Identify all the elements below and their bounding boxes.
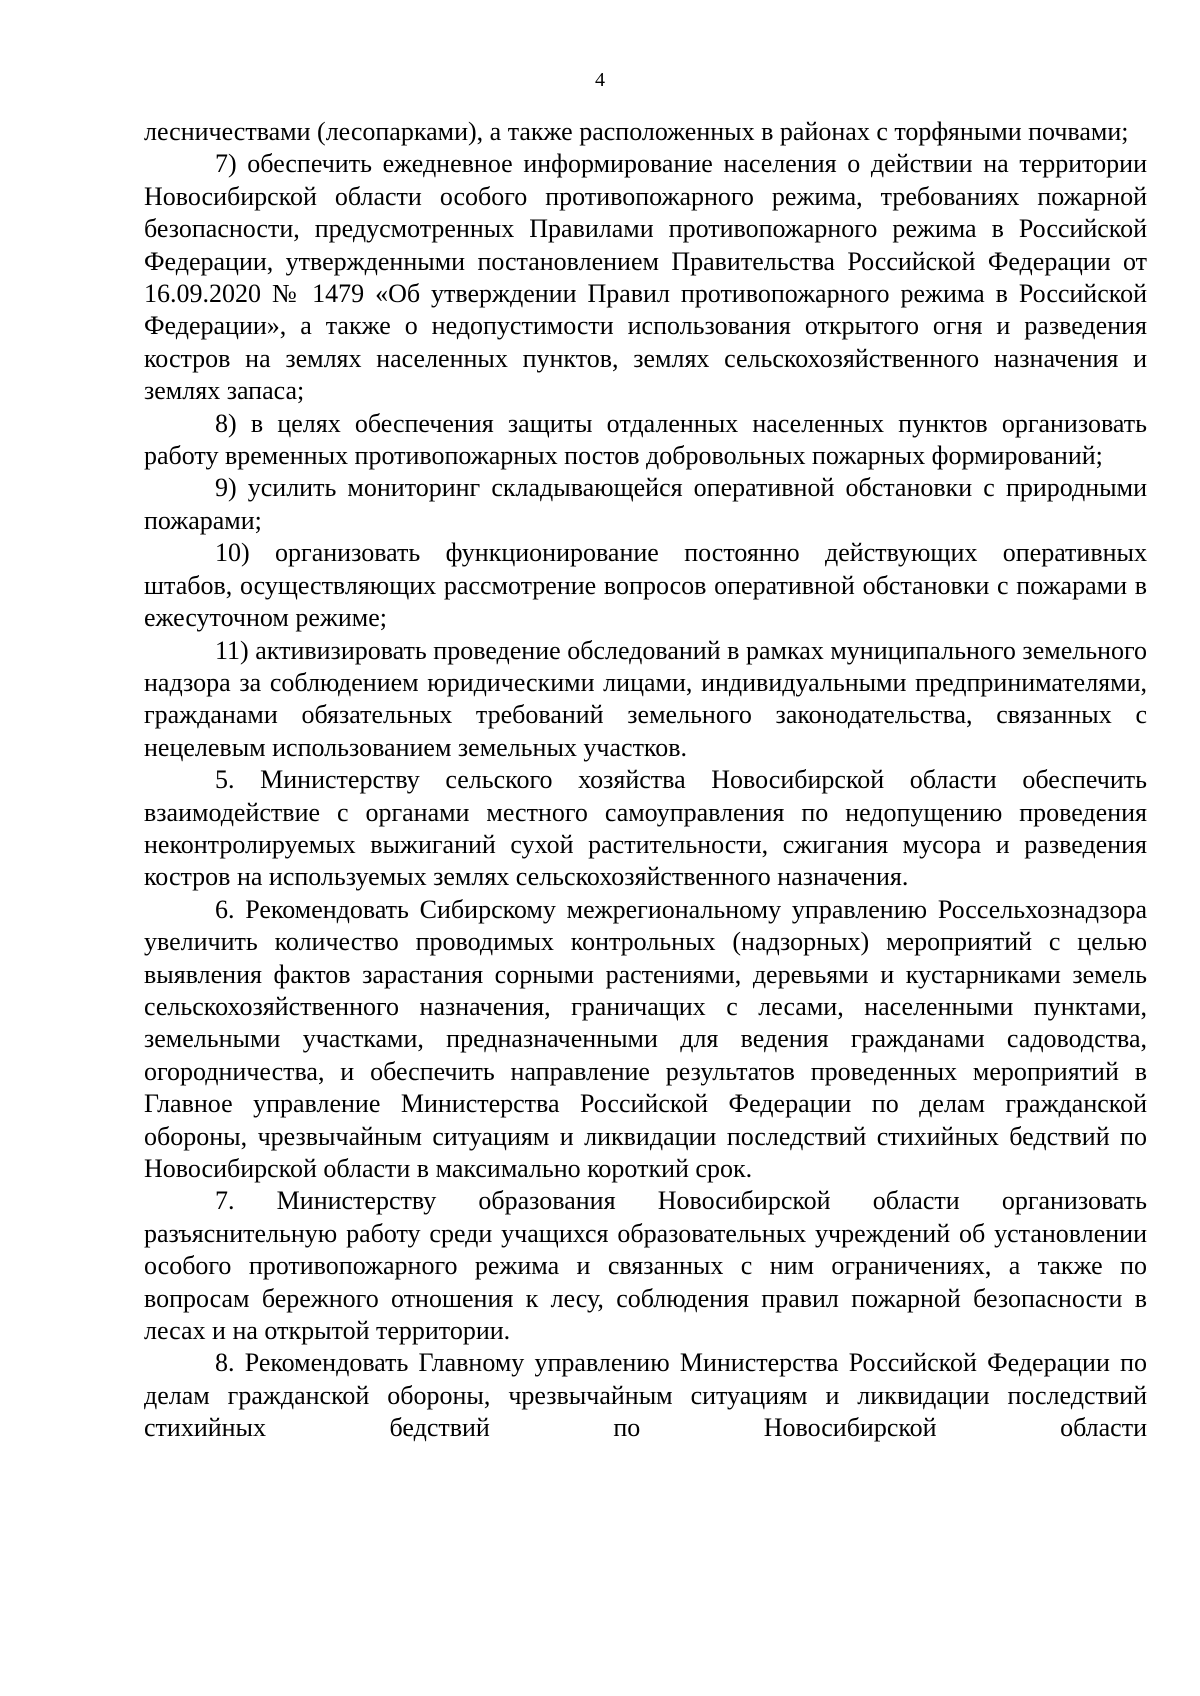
paragraph-section-8: 8. Рекомендовать Главному управлению Министерства Российской Федерации по делам гражданской обороны, чрезвычайным ситуациям и ликвидации последствий стихийных бедствий по Новосибирской области <box>144 1348 1147 1443</box>
paragraph-item-7: 7) обеспечить ежедневное информирование населения о действии на территории Новосибирской области особого противопожарного режима, требованиях пожарной безопасности, предусмотренных Правилами противопожарного режима в Российской Федерации, утвержденными постановлением Правительства Российской Федерации от 16.09.2020 № 1479 «Об утверждении Правил противопожарного режима в Российской Федерации», а также о недопустимости использования открытого огня и разведения костров на землях населенных пунктов, землях сельскохозяйственного назначения и землях запаса; <box>144 149 1147 406</box>
document-body <box>144 116 1147 1445</box>
paragraph-item-11: 11) активизировать проведение обследований в рамках муниципального земельного надзора за соблюдением юридическими лицами, индивидуальными предпринимателями, гражданами обязательных требований земельного законодательства, связанных с нецелевым использованием земельных участков. <box>144 635 1147 762</box>
paragraph-item-9: 9) усилить мониторинг складывающейся оперативной обстановки с природными пожарами; <box>144 473 1147 535</box>
paragraph-continuation: лесничествами (лесопарками), а также расположенных в районах с торфяными почвами; <box>144 117 1129 146</box>
paragraph-section-5: 5. Министерству сельского хозяйства Новосибирской области обеспечить взаимодействие с органами местного самоуправления по недопущению проведения неконтролируемых выжиганий сухой растительности, сжигания мусора и разведения костров на используемых землях сельскохозяйственного назначения. <box>144 765 1147 892</box>
paragraph-item-10: 10) организовать функционирование постоянно действующих оперативных штабов, осуществляющих рассмотрение вопросов оперативной обстановки с пожарами в ежесуточном режиме; <box>144 538 1147 633</box>
paragraph-section-6: 6. Рекомендовать Сибирскому межрегиональному управлению Россельхознадзора увеличить количество проводимых контрольных (надзорных) мероприятий с целью выявления фактов зарастания сорными растениями, деревьями и кустарниками земель сельскохозяйственного назначения, граничащих с лесами, населенными пунктами, земельными участками, предназначенными для ведения гражданами садоводства, огородничества, и обеспечить направление результатов проведенных мероприятий в Главное управление Министерства Российской Федерации по делам гражданской обороны, чрезвычайным ситуациям и ликвидации последствий стихийных бедствий по Новосибирской области в максимально короткий срок. <box>144 894 1147 1183</box>
page-number: 4 <box>595 69 605 91</box>
paragraph-section-7: 7. Министерству образования Новосибирской области организовать разъяснительную работу среди учащихся образовательных учреждений об установлении особого противопожарного режима и связанных с ним ограничениях, а также по вопросам бережного отношения к лесу, соблюдения правил пожарной безопасности в лесах и на открытой территории. <box>144 1186 1147 1346</box>
paragraph-item-8: 8) в целях обеспечения защиты отдаленных населенных пунктов организовать работу временных противопожарных постов добровольных пожарных формирований; <box>144 408 1147 471</box>
